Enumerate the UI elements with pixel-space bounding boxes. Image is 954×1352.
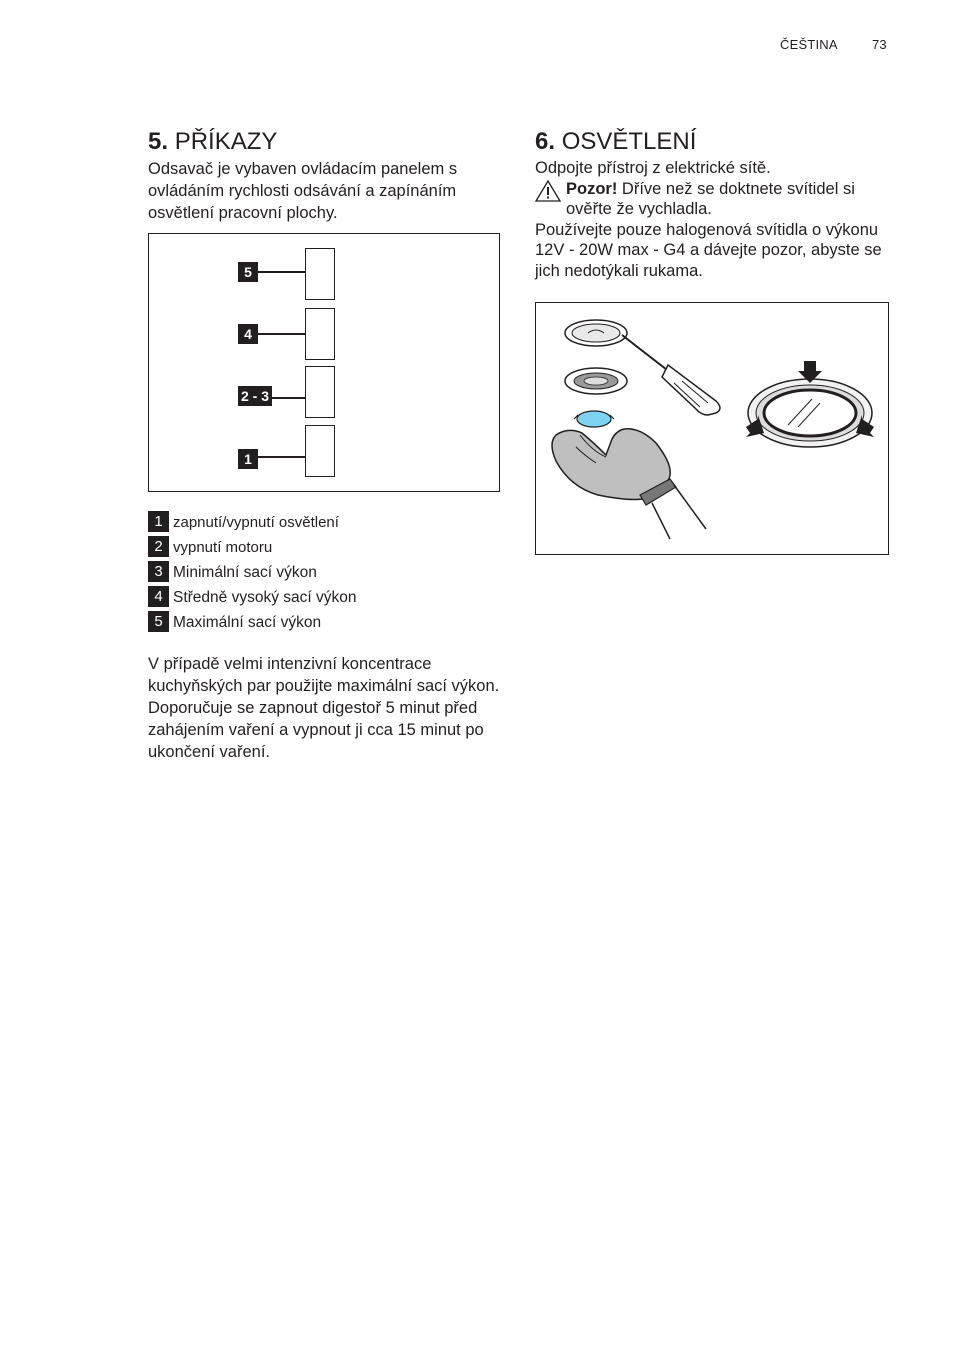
legend-number: 1 <box>148 511 169 532</box>
panel-button-light <box>305 425 335 477</box>
legend-text: vypnutí motoru <box>173 539 273 556</box>
lamp-replacement-illustration <box>535 302 889 555</box>
page-number: 73 <box>872 37 887 52</box>
lamp-ring-icon <box>565 368 627 394</box>
section-5-intro: Odsavač je vybaven ovládacím panelem s ovládáním rychlosti odsávání a zapínáním osvětlení pracovní plochy. <box>148 160 458 222</box>
panel-leader-line <box>258 271 306 273</box>
legend-text: Středně vysoký sací výkon <box>173 589 357 606</box>
lamp-cover-icon <box>565 320 627 346</box>
panel-button-max <box>305 248 335 300</box>
section-5-usage-note: V případě velmi intenzivní koncentrace kuchyňských par použijte maximální sací výkon. Doporučuje se zapnout digestoř 5 minut před zahájením vaření a vypnout ji cca 15 minut po ukončení vaření. <box>148 655 500 761</box>
panel-button-min-off <box>305 366 335 418</box>
section-6-title-text: OSVĚTLENÍ <box>561 128 697 155</box>
panel-leader-line <box>258 333 306 335</box>
warning-label: Pozor! <box>566 179 618 198</box>
section-5-number: 5. <box>148 128 169 155</box>
screwdriver-icon <box>622 335 720 415</box>
panel-label-2-3: 2 - 3 <box>238 386 272 406</box>
section-6-number: 6. <box>535 128 556 155</box>
warning-text: Dříve než se doktnete svítidel si ověřte že vychladla. <box>566 179 855 218</box>
lamp-replacement-drawing <box>536 303 889 555</box>
gloved-hand-icon <box>552 429 706 539</box>
control-panel-diagram <box>148 233 500 492</box>
panel-label-5: 5 <box>238 262 258 282</box>
section-5-title-text: PŘÍKAZY <box>174 128 278 155</box>
installed-lamp-icon <box>746 361 874 447</box>
legend-number: 2 <box>148 536 169 557</box>
panel-leader-line <box>258 456 306 458</box>
legend-text: zapnutí/vypnutí osvětlení <box>173 514 339 531</box>
panel-label-4: 4 <box>238 324 258 344</box>
section-lighting <box>535 127 890 281</box>
legend-number: 5 <box>148 611 169 632</box>
panel-label-1: 1 <box>238 449 258 469</box>
panel-leader-line <box>272 397 306 399</box>
section-6-title <box>535 127 890 157</box>
legend-number: 4 <box>148 586 169 607</box>
legend-text: Maximální sací výkon <box>173 614 322 631</box>
legend-text: Minimální sací výkon <box>173 564 317 581</box>
section-5-title <box>148 127 503 157</box>
section-controls <box>148 127 503 761</box>
header-language: ČEŠTINA <box>780 37 838 52</box>
disconnect-instruction: Odpojte přístroj z elektrické sítě. <box>535 159 771 177</box>
panel-button-medium <box>305 308 335 360</box>
lamp-glass-icon <box>574 411 614 427</box>
legend-number: 3 <box>148 561 169 582</box>
warning-icon <box>535 180 561 202</box>
halogen-instruction: Používejte pouze halogenová svítidla o výkonu 12V - 20W max - G4 a dávejte pozor, abyste se jich nedotýkali rukama. <box>535 220 882 280</box>
warning-note <box>535 179 890 220</box>
